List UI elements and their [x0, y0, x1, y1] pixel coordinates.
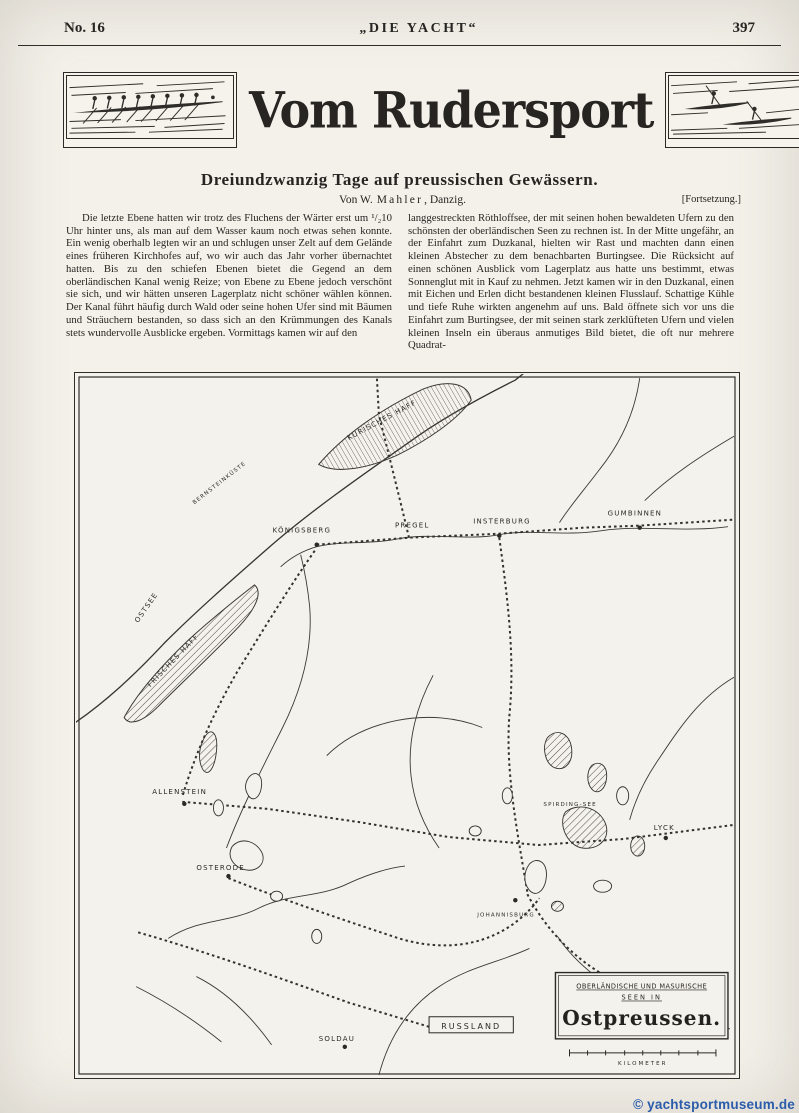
label-koenigsberg: KÖNIGSBERG — [272, 525, 332, 535]
label-bernsteinkueste: BERNSTEINKÜSTE — [191, 460, 248, 507]
rowing-eight-illustration — [63, 72, 237, 148]
page-header — [64, 20, 755, 37]
russland-label — [429, 1017, 513, 1033]
water-streak-lines — [672, 80, 799, 134]
byline-prefix: Von W. — [339, 194, 373, 206]
header-divider — [18, 45, 781, 46]
watermark: © yachtsportmuseum.de — [633, 1097, 795, 1112]
boat-hull-1 — [685, 102, 749, 109]
label-osterode: OSTERODE — [196, 863, 245, 873]
lagoons — [124, 384, 471, 722]
label-frisches-haff: FRISCHES HAFF — [145, 631, 201, 689]
legend-title: Ostpreussen. — [562, 1005, 722, 1030]
label-insterburg: INSTERBURG — [473, 516, 531, 526]
section-title: Vom Rudersport — [249, 80, 654, 140]
russland-text: RUSSLAND — [441, 1021, 502, 1031]
sculler-drawing — [669, 76, 799, 138]
label-lyck: LYCK — [653, 822, 675, 832]
paddler-torso-2 — [753, 111, 755, 120]
paddle-1 — [706, 86, 721, 106]
article-headline: Dreiundzwanzig Tage auf preussischen Gewässern. — [200, 170, 599, 189]
label-johannisburg: JOHANNISBURG — [477, 912, 535, 919]
kurisches-haff-shape — [319, 384, 471, 470]
map-legend — [555, 973, 728, 1067]
issue-number: No. 16 — [64, 20, 105, 36]
scale-bar — [569, 1049, 715, 1056]
column-right: langgestreckten Röthloffsee, der mit seinen hohen bewaldeten Ufern zu den schönsten der oberländischen Seen zu rechnen ist. In der Mitte ungefähr, an der Einfahrt zum Duzkanal, hielten wir Rast und machten dann einen kleinen Abstecher zu dem benachbarten Burtingsee. Die Rücksicht auf einen schönen Ausblick vom Lagerplatz aus hatte uns bestimmt, etwas Sonnenglut mit in Kauf zu nehmen. Jetzt kamen wir in den Duzkanal, einen mit Eichen und Erlen dicht bestandenen kleinen Flusslauf. Schattige Kühle und tiefe Ruhe wirkten angenehm auf uns. Bald öffnete sich vor uns die Einfahrt zum Burtingsee, der mit seinen stark zerklüfteten Ufern und vielen kleinen Inseln ein überaus anmutiges Bild bietet, die oft nur mehrere Quadrat- — [408, 212, 734, 352]
label-spirding-see: SPIRDING-SEE — [543, 801, 597, 808]
legend-line2: SEEN IN — [621, 993, 662, 1002]
continuation-note: [Fortsetzung.] — [681, 194, 741, 205]
label-ostsee: OSTSEE — [132, 590, 160, 625]
map-labels — [132, 398, 674, 1043]
legend-line1: OBERLÄNDISCHE UND MASURISCHE — [576, 982, 708, 991]
label-kurisches-haff: KURISCHES HAFF — [345, 397, 418, 443]
masthead-title: „DIE YACHT“ — [359, 21, 478, 36]
sculler-illustration — [665, 72, 799, 148]
label-pregel: PREGEL — [394, 520, 430, 530]
byline — [64, 194, 741, 206]
author-name: Mahler — [376, 194, 424, 206]
column-left: Die letzte Ebene hatten wir trotz des Fluchens der Wärter erst um ¹/₂10 Uhr hinter uns, als man auf dem Wasser kaum noch etwas sehen konnte. Ein wenig oberhalb legten wir an und schlugen unser Zelt auf dem Gelände eines früheren Kirchhofes auf, wo wir auch das Jahr vorher übernachtet hatten. Bis zu den schiefen Ebenen bietet die Gegend an dem oberländischen Kanal wenig Reize; von Ebene zu Ebene jedoch verschönt sie sich, und wir hätten unseren Lagerplatz nicht schöner wählen können. Der Kanal führt häufig durch Wald oder seine hohen Ufer sind mit Bäumen und Sträuchern bestanden, so dass sich an den Krümmungen des Kanals stets wundervolle Ausblicke ergeben. Vormittags kamen wir auf den — [66, 212, 392, 339]
paddle-2 — [747, 101, 763, 121]
label-allenstein: ALLENSTEIN — [152, 786, 208, 796]
lakes — [199, 732, 644, 944]
byline-suffix: , Danzig. — [424, 194, 466, 206]
rivers — [136, 378, 734, 1075]
byline-row — [64, 194, 741, 210]
rowing-eight-drawing — [67, 76, 229, 138]
shell-hull — [73, 101, 222, 113]
scale-label: KILOMETER — [617, 1060, 668, 1067]
coastline — [76, 374, 525, 723]
label-gumbinnen: GUMBINNEN — [607, 508, 663, 518]
label-soldau: SOLDAU — [318, 1033, 356, 1043]
map-inner-frame — [76, 374, 738, 1077]
section-banner — [63, 62, 741, 158]
boat-hull-2 — [723, 118, 792, 125]
map-frame — [79, 377, 735, 1074]
map-panel — [74, 372, 740, 1079]
page-number: 397 — [732, 20, 755, 36]
map-illustration — [76, 374, 738, 1077]
article-body — [66, 212, 734, 370]
